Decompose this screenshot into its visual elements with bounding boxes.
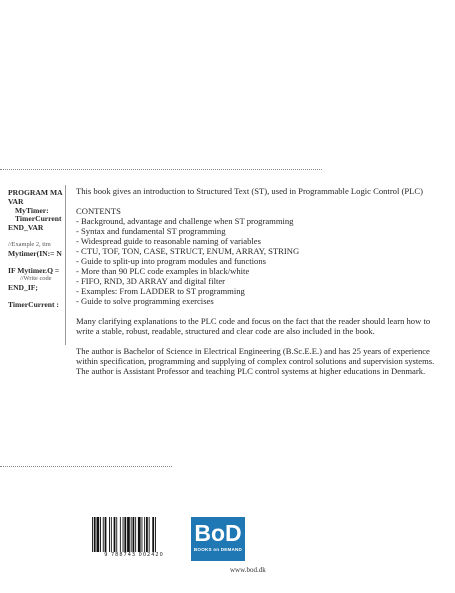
code-line: VAR <box>8 196 24 206</box>
list-item: - Guide to split-up into program modules and functions <box>76 256 266 266</box>
code-line: IF Mytimer.Q = <box>8 265 60 275</box>
code-line: MyTimer: <box>15 205 49 215</box>
isbn-barcode <box>90 517 178 561</box>
author-paragraph: The author is Bachelor of Science in Electrical Engineering (B.Sc.E.E.) and has 25 years of experience within specification, programming and supplying of complex control solutions and supervision systems. The author is Assistant Professor and teaching PLC control systems at higher educations in Denmark. <box>76 346 435 376</box>
intro-paragraph: This book gives an introduction to Structured Text (ST), used in Programmable Logic Control (PLC) <box>76 186 423 196</box>
list-item: - FIFO, RND, 3D ARRAY and digital filter <box>76 276 226 286</box>
bottom-dotted-rule <box>0 466 172 467</box>
top-dotted-rule <box>0 169 322 170</box>
logo-subtitle: BOOKS on DEMAND <box>193 547 243 552</box>
publisher-url[interactable]: www.bod.dk <box>230 566 266 574</box>
code-line: TimerCurrent : <box>8 299 59 309</box>
list-item: - Widespread guide to reasonable naming of variables <box>76 236 261 246</box>
explanation-paragraph: Many clarifying explanations to the PLC code and focus on the fact that the reader should learn how to write a stable, robust, readable, structured and clear code are also included in the book. <box>76 316 431 336</box>
list-item: - Syntax and fundamental ST programming <box>76 226 226 236</box>
code-comment: //Example 2, tim <box>8 240 51 248</box>
code-comment: //Write code <box>20 275 52 283</box>
contents-heading: CONTENTS <box>76 206 121 216</box>
list-item: - More than 90 PLC code examples in black/white <box>76 266 250 276</box>
contents-list <box>76 216 448 306</box>
book-description <box>76 186 448 386</box>
list-item: - CTU, TOF, TON, CASE, STRUCT, ENUM, ARRAY, STRING <box>76 246 300 256</box>
code-line: TimerCurrent <box>15 214 62 224</box>
list-item: - Guide to solve programming exercises <box>76 296 214 306</box>
list-item: - Background, advantage and challenge when ST programming <box>76 216 294 226</box>
code-line: PROGRAM MA <box>8 189 63 197</box>
code-line: END_IF; <box>8 283 38 293</box>
logo-mark: BoD <box>194 520 242 546</box>
barcode-bars <box>90 517 178 553</box>
code-line: END_VAR <box>8 223 44 233</box>
vertical-divider <box>65 185 66 345</box>
code-line: Mytimer(IN:= N <box>8 248 62 258</box>
code-snippet-panel <box>8 189 63 310</box>
barcode-number: 9 788743 002420 <box>90 552 178 558</box>
list-item: - Examples: From LADDER to ST programming <box>76 286 245 296</box>
publisher-logo <box>191 517 245 561</box>
